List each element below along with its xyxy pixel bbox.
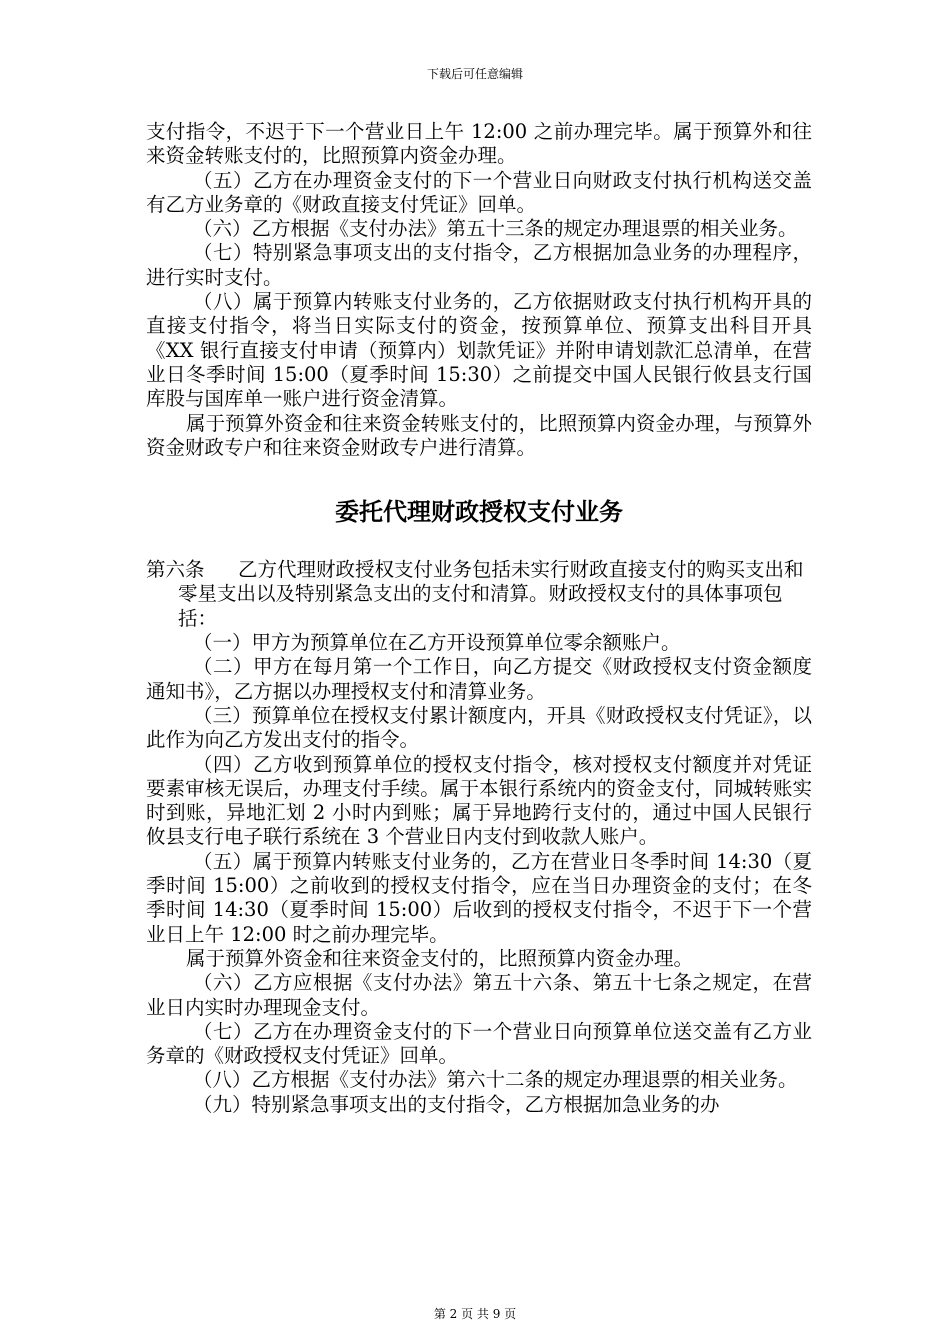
document-body	[146, 120, 812, 1117]
list-item: 属于预算外资金和往来资金支付的，比照预算内资金办理。	[186, 946, 694, 970]
list-item: （六）乙方应根据《支付办法》第五十六条、第五十七条之规定，在营业日内实时办理现金支付。	[146, 971, 812, 1019]
paragraph: 属于预算外资金和往来资金转账支付的，比照预算内资金办理，与预算外资金财政专户和往来资金财政专户进行清算。	[146, 411, 812, 459]
section-title: 委托代理财政授权支付业务	[335, 498, 623, 527]
paragraph: （六）乙方根据《支付办法》第五十三条的规定办理退票的相关业务。	[193, 217, 798, 241]
page-footer: 第 2 页 共 9 页	[433, 1307, 517, 1321]
list-item: （一）甲方为预算单位在乙方开设预算单位零余额账户。	[193, 631, 681, 655]
list-item: （三）预算单位在授权支付累计额度内，开具《财政授权支付凭证》，以此作为向乙方发出支付的指令。	[146, 703, 812, 752]
article-paragraph	[146, 558, 812, 631]
list-item: （四）乙方收到预算单位的授权支付指令，核对授权支付额度并对凭证要素审核无误后，办理支付手续。属于本银行系统内的资金支付，同城转账实时到账，异地汇划 2 小时内到账；属于异地跨行支付的，通过中国人民银行攸县支行电子联行系统在 3 个营业日内支付到收款人账户。	[146, 752, 812, 849]
page-header: 下载后可任意编辑	[426, 67, 523, 81]
list-item: （二）甲方在每月第一个工作日，向乙方提交《财政授权支付资金额度通知书》，乙方据以办理授权支付和清算业务。	[146, 655, 812, 703]
paragraph: （五）乙方在办理资金支付的下一个营业日向财政支付执行机构送交盖有乙方业务章的《财政直接支付凭证》回单。	[146, 168, 812, 216]
list-item: （九）特别紧急事项支出的支付指令，乙方根据加急业务的办	[193, 1092, 720, 1116]
article-label: 第六条	[146, 558, 205, 582]
article-text: 乙方代理财政授权支付业务包括未实行财政直接支付的购买支出和零星支出以及特别紧急支出的支付和清算。财政授权支付的具体事项包括：	[178, 558, 804, 630]
paragraph: 支付指令，不迟于下一个营业日上午 12:00 之前办理完毕。属于预算外和往来资金转账支付的，比照预算内资金办理。	[146, 120, 812, 168]
list-item: （五）属于预算内转账支付业务的，乙方在营业日冬季时间 14:30（夏季时间 15:00）之前收到的授权支付指令，应在当日办理资金的支付；在冬季时间 14:30（夏季时间 15:00）后收到的授权支付指令，不迟于下一个营业日上午 12:00 时之前办理完毕。	[146, 849, 812, 946]
list-item: （七）乙方在办理资金支付的下一个营业日向预算单位送交盖有乙方业务章的《财政授权支付凭证》回单。	[146, 1019, 812, 1068]
list-item: （八）乙方根据《支付办法》第六十二条的规定办理退票的相关业务。	[193, 1068, 798, 1092]
paragraph: （八）属于预算内转账支付业务的，乙方依据财政支付执行机构开具的直接支付指令，将当日实际支付的资金，按预算单位、预算支出科目开具《XX 银行直接支付申请（预算内）划款凭证》并附申请划款汇总清单，在营业日冬季时间 15:00（夏季时间 15:30）之前提交中国人民银行攸县支行国库股与国库单一账户进行资金清算。	[146, 290, 812, 411]
paragraph: （七）特别紧急事项支出的支付指令，乙方根据加急业务的办理程序，进行实时支付。	[146, 241, 812, 289]
